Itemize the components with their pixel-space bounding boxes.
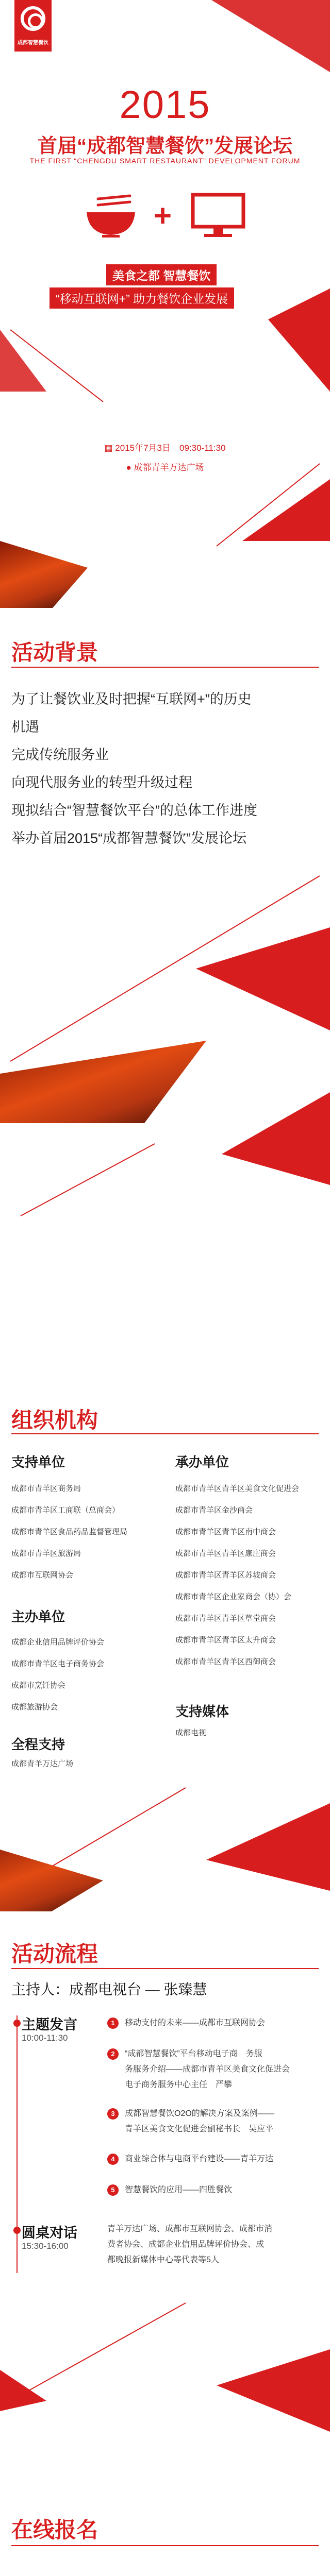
org-item: 成都市青羊区商务局 — [11, 1484, 81, 1493]
agenda-item-number: 2 — [107, 2048, 119, 2060]
org-item: 成都市青羊区电子商务协会 — [11, 1659, 105, 1668]
org-item: 成都市烹饪协会 — [11, 1681, 66, 1690]
org-item: 成都市互联网协会 — [11, 1571, 74, 1580]
agenda-title: 活动流程 — [11, 1942, 98, 1966]
host-org-heading: 承办单位 — [175, 1454, 229, 1470]
logo-text: 成都智慧餐饮 — [18, 40, 48, 46]
hero-title: 首届“成都智慧餐饮”发展论坛 — [37, 135, 292, 157]
background-line: 向现代服务业的转型升级过程 — [11, 775, 192, 790]
roundtable-text: 都晚报新媒体中心等代表等5人 — [107, 2256, 219, 2264]
timeline-dot — [13, 2227, 21, 2234]
agenda-item-number: 4 — [107, 2154, 119, 2165]
support-heading: 支持单位 — [11, 1454, 65, 1470]
agenda-item-text: 成都智慧餐饮O2O的解决方案及案例—— — [125, 2109, 274, 2118]
agenda-item-text: “成都智慧餐饮”平台移动电子商 务服 — [125, 2049, 262, 2058]
background-line: 完成传统服务业 — [11, 747, 109, 762]
org-item: 成都市青羊区旅游局 — [11, 1549, 81, 1558]
hero-year: 2015 — [119, 83, 211, 127]
org-item: 成都市青羊区食品药品监督管理局 — [11, 1528, 128, 1536]
event-datetime: 2015年7月3日 09:30-11:30 — [115, 443, 226, 453]
slogan-primary: 美食之都 智慧餐饮 — [106, 264, 217, 285]
agenda-decoration — [0, 2287, 330, 2468]
background-title: 活动背景 — [11, 640, 98, 665]
agenda-item-number: 3 — [107, 2108, 119, 2120]
organization-title: 组织机构 — [11, 1408, 98, 1432]
divider — [11, 1968, 319, 1969]
name-field[interactable] — [11, 2574, 319, 2576]
agenda-item-text: 务服务介绍——成都市青羊区美食文化促进会 — [125, 2065, 290, 2074]
roundtable-text: 费者协会、成都企业信用品牌评价协会、成 — [107, 2240, 265, 2249]
agenda-item-number: 5 — [107, 2184, 119, 2196]
org-item: 成都市青羊区青羊区美食文化促进会 — [175, 1484, 300, 1493]
background-line: 机遇 — [11, 719, 39, 735]
agenda-item-text: 青羊区美食文化促进会副秘书长 吴应平 — [125, 2125, 274, 2133]
calendar-icon: ▦ — [104, 443, 116, 453]
event-venue: 成都青羊万达广场 — [134, 463, 204, 472]
background-line: 举办首届2015“成都智慧餐饮”发展论坛 — [11, 831, 247, 846]
timeline-dot — [13, 2020, 21, 2027]
org-item: 成都市青羊区金沙商会 — [175, 1506, 253, 1515]
background-line: 为了让餐饮业及时把握“互联网+”的历史 — [11, 691, 252, 707]
keynote-time: 10:00-11:30 — [22, 2033, 68, 2043]
org-item: 成都市青羊区青羊区苏坡商会 — [175, 1571, 276, 1580]
slogan-secondary: “移动互联网+” 助力餐饮企业发展 — [50, 287, 234, 309]
agenda-item-text: 商业综合体与电商平台建设——青羊万达 — [125, 2155, 274, 2163]
keynote-label: 主题发言 — [22, 2017, 77, 2032]
org-item: 成都市青羊区青羊区西御商会 — [175, 1657, 276, 1666]
location-icon: ● — [126, 463, 134, 472]
signup-title: 在线报名 — [11, 2518, 98, 2542]
hero-subtitle: THE FIRST “CHENGDU SMART RESTAURANT” DEVELOPMENT FORUM — [29, 157, 301, 165]
divider — [11, 2545, 319, 2546]
org-item: 成都市青羊区企业家商会（协）会 — [175, 1592, 292, 1601]
org-item: 成都电视 — [175, 1728, 207, 1737]
org-item: 成都市青羊区青羊区太升商会 — [175, 1636, 276, 1645]
org-item: 成都旅游协会 — [11, 1703, 58, 1711]
divider — [11, 1433, 319, 1434]
roundtable-label: 圆桌对话 — [22, 2225, 77, 2241]
agenda-item-text: 电子商务服务中心主任 严攀 — [125, 2080, 233, 2089]
org-item: 成都市青羊区工商联（总商会） — [11, 1506, 120, 1515]
org-item: 成都企业信用品牌评价协会 — [11, 1638, 105, 1647]
agenda-item-text: 智慧餐饮的应用——四胜餐饮 — [125, 2185, 233, 2194]
agenda-item-text: 移动支付的未来——成都市互联网协会 — [125, 2019, 266, 2027]
media-heading: 支持媒体 — [175, 1704, 229, 1719]
divider — [11, 667, 319, 668]
org-item: 成都青羊万达广场 — [11, 1759, 74, 1768]
organizer-heading: 主办单位 — [11, 1609, 65, 1624]
full-support-heading: 全程支持 — [11, 1737, 65, 1752]
plus-sign: + — [154, 198, 172, 233]
org-item: 成都市青羊区青羊区草堂商会 — [175, 1614, 276, 1623]
background-line: 现拟结合“智慧餐饮平台”的总体工作进度 — [11, 803, 257, 818]
org-item: 成都市青羊区青羊区康庄商会 — [175, 1549, 276, 1558]
roundtable-text: 青羊万达广场、成都市互联网协会、成都市消 — [107, 2225, 273, 2233]
moderator: 主持人：成都电视台 — 张臻慧 — [11, 1981, 207, 1997]
agenda-item-number: 1 — [107, 2018, 119, 2029]
roundtable-time: 15:30-16:00 — [22, 2241, 69, 2251]
header-decoration — [0, 0, 330, 608]
timeline-line — [16, 2015, 18, 2273]
org-item: 成都市青羊区青羊区南中商会 — [175, 1528, 276, 1536]
